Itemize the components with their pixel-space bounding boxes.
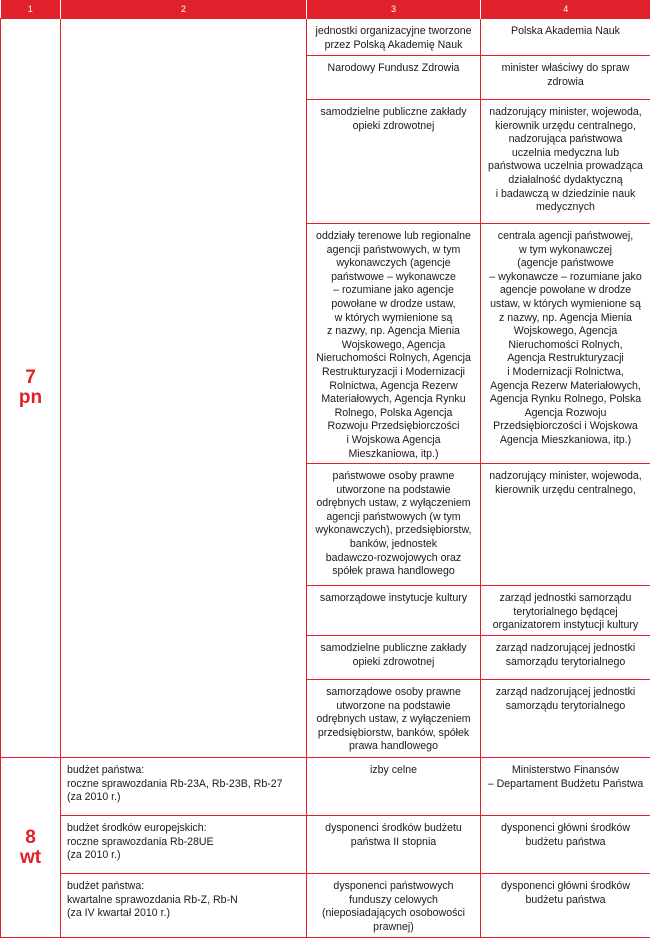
recipient-cell: nadzorujący minister, wojewoda, kierownik urzędu centralnego, nadzorująca państwowa uczelnia medyczna lub państwowa uczelnia prowadząca działalność dydaktyczną i badawczą w dziedzinie nauk medycznych [481, 100, 650, 224]
entity-cell: samorządowe instytucje kultury [307, 586, 481, 636]
entity-cell: Narodowy Fundusz Zdrowia [307, 56, 481, 100]
entity-cell: dysponenci środków budżetu państwa II stopnia [307, 816, 481, 874]
header-row [1, 0, 650, 19]
recipient-cell: Ministerstwo Finansów – Departament Budżetu Państwa [481, 758, 650, 816]
recipient-cell: zarząd nadzorującej jednostki samorządu terytorialnego [481, 680, 650, 758]
recipient-cell: dysponenci główni środków budżetu państwa [481, 874, 650, 938]
header-col-3: 3 [307, 0, 481, 19]
day-cell-7 [1, 19, 61, 758]
entity-cell: samodzielne publiczne zakłady opieki zdrowotnej [307, 100, 481, 224]
empty-description-cell [61, 19, 307, 758]
recipient-cell: nadzorujący minister, wojewoda, kierownik urzędu centralnego, [481, 464, 650, 586]
table-row [1, 19, 650, 56]
entity-cell: samorządowe osoby prawne utworzone na podstawie odrębnych ustaw, z wyłączeniem przedsiębiorstw, banków, spółek prawa handlowego [307, 680, 481, 758]
recipient-cell: zarząd jednostki samorządu terytorialnego będącej organizatorem instytucji kultury [481, 586, 650, 636]
header-col-4: 4 [481, 0, 650, 19]
day-name: wt [1, 848, 60, 868]
entity-cell: jednostki organizacyjne tworzone przez Polską Akademię Nauk [307, 19, 481, 56]
recipient-cell: Polska Akademia Nauk [481, 19, 650, 56]
entity-cell: samodzielne publiczne zakłady opieki zdrowotnej [307, 636, 481, 680]
day-number: 8 [1, 828, 60, 848]
header-col-2: 2 [61, 0, 307, 19]
description-cell: budżet państwa: kwartalne sprawozdania Rb-Z, Rb-N (za IV kwartał 2010 r.) [61, 874, 307, 938]
description-cell: budżet środków europejskich: roczne sprawozdania Rb-28UE (za 2010 r.) [61, 816, 307, 874]
entity-cell: oddziały terenowe lub regionalne agencji państwowych, w tym wykonawczych (agencje państwowe – wykonawcze – rozumiane jako agencje powołane w drodze ustaw, w których wymienione są z nazwy, np. Agencja Mienia Wojskowego, Agencja Nieruchomości Rolnych, Agencja Restrukturyzacji i Modernizacji Rolnictwa, Agencja Rezerw Materiałowych, Agencja Rynku Rolnego, Polska Agencja Rozwoju Przedsiębiorczości i Wojskowa Agencja Mieszkaniowa, itp.) [307, 224, 481, 464]
header-col-1: 1 [1, 0, 61, 19]
recipient-cell: dysponenci główni środków budżetu państwa [481, 816, 650, 874]
entity-cell: dysponenci państwowych funduszy celowych (nieposiadających osobowości prawnej) [307, 874, 481, 938]
table-row [1, 816, 650, 874]
table-row [1, 874, 650, 938]
recipient-cell: minister właściwy do spraw zdrowia [481, 56, 650, 100]
day-name: pn [1, 388, 60, 408]
table-row [1, 758, 650, 816]
entity-cell: izby celne [307, 758, 481, 816]
day-cell-8 [1, 758, 61, 938]
description-cell: budżet państwa: roczne sprawozdania Rb-23A, Rb-23B, Rb-27 (za 2010 r.) [61, 758, 307, 816]
recipient-cell: centrala agencji państwowej, w tym wykonawczej (agencje państwowe – wykonawcze – rozumiane jako agencje powołane w drodze ustaw, w których wymienione są z nazwy, np. Agencja Mienia Wojskowego, Agencja Nieruchomości Rolnych, Agencja Restrukturyzacji i Modernizacji Rolnictwa, Agencja Rezerw Materiałowych, Agencja Rynku Rolnego, Polska Agencja Rozwoju Przedsiębiorczości i Wojskowa Agencja Mieszkaniowa, itp.) [481, 224, 650, 464]
recipient-cell: zarząd nadzorującej jednostki samorządu terytorialnego [481, 636, 650, 680]
day-number: 7 [1, 368, 60, 388]
entity-cell: państwowe osoby prawne utworzone na podstawie odrębnych ustaw, z wyłączeniem agencji państwowych (w tym wykonawczych), przedsiębiorstw, banków, jednostek badawczo-rozwojowych oraz spółek prawa handlowego [307, 464, 481, 586]
